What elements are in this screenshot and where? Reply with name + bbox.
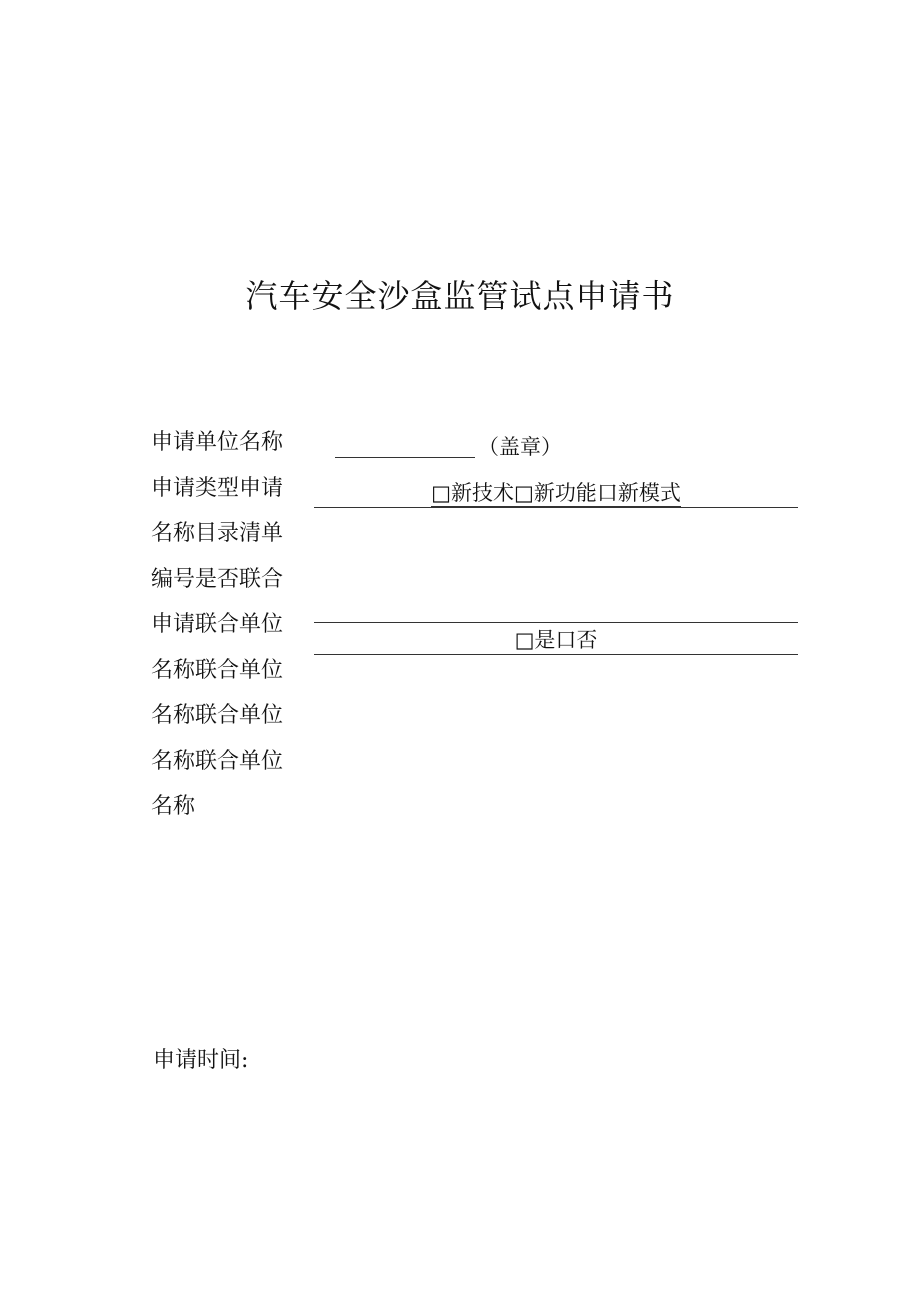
- label-line: 申请类型申请: [151, 475, 284, 501]
- application-type-options[interactable]: [314, 479, 798, 507]
- label-line: 名称目录清单: [151, 521, 284, 546]
- applicant-name-blank[interactable]: [335, 457, 475, 458]
- application-type-text: □新技术□新功能口新模式: [431, 481, 681, 505]
- joint-application-options[interactable]: □是口否: [514, 628, 598, 652]
- field-labels: [151, 420, 301, 830]
- label-line: 名称联合单位: [151, 703, 284, 728]
- label-line: 编号是否联合: [151, 566, 284, 592]
- label-line: 申请单位名称: [151, 430, 284, 455]
- catalog-number-blank[interactable]: [314, 622, 798, 623]
- application-type-line: [314, 507, 798, 508]
- label-line: 名称联合单位: [151, 748, 284, 774]
- label-line: 名称: [151, 794, 196, 819]
- document-title: 汽车安全沙盒监管试点申请书: [245, 277, 675, 315]
- label-line: 申请联合单位: [151, 612, 284, 637]
- stamp-note: （盖章）: [478, 435, 562, 459]
- application-date-label: 申请时间:: [153, 1048, 249, 1073]
- label-line: 名称联合单位: [151, 657, 284, 683]
- joint-application-line: [314, 654, 798, 655]
